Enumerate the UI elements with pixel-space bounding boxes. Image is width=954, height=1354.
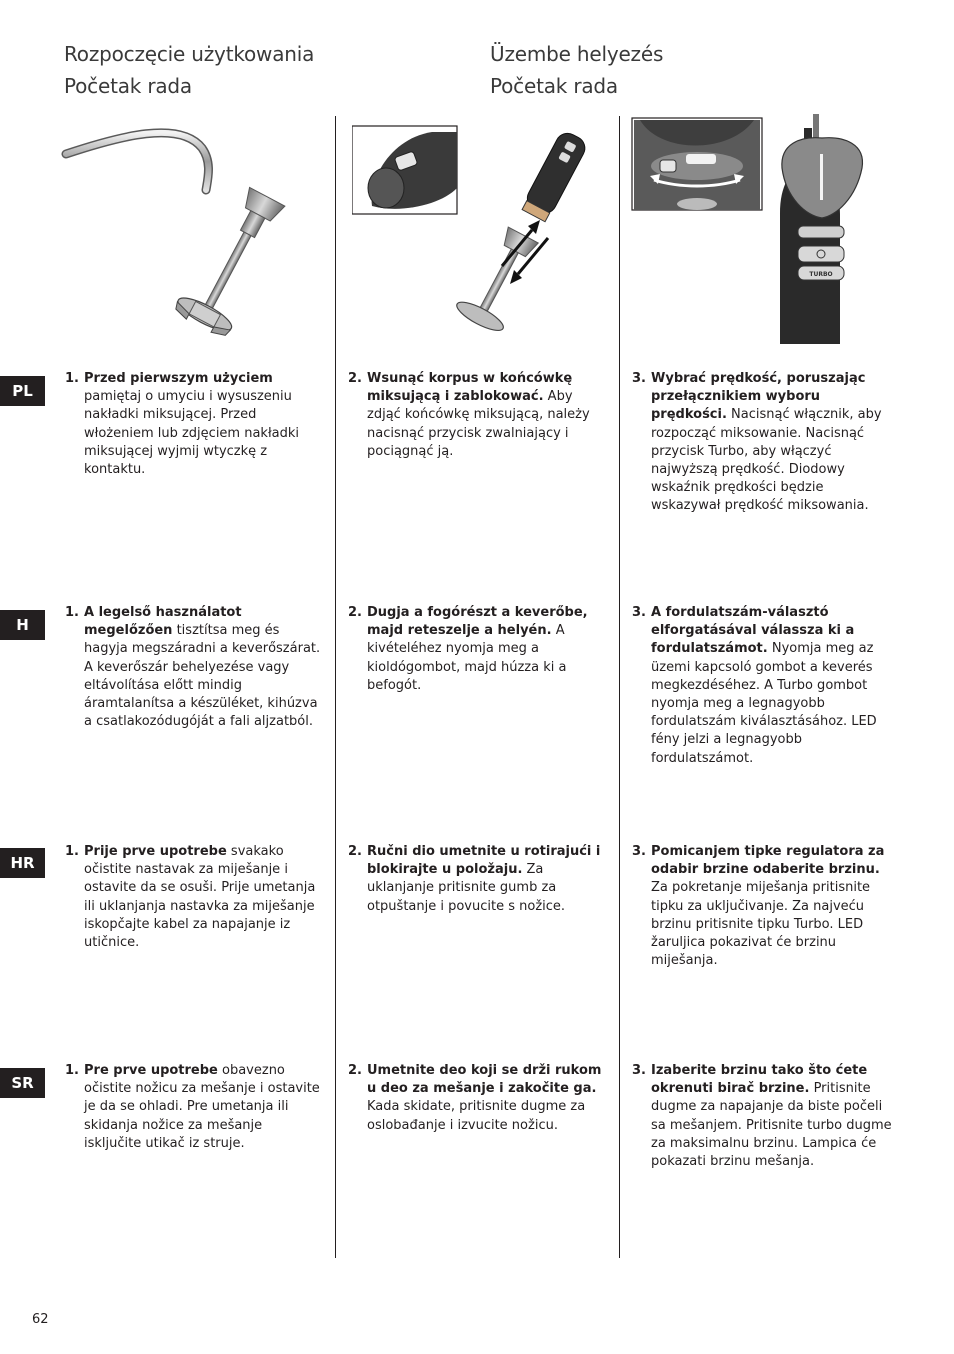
title-croatian-left: Početak rada bbox=[64, 74, 192, 98]
page-number: 62 bbox=[32, 1312, 49, 1327]
title-serbian-right: Početak rada bbox=[490, 74, 618, 98]
step-sr-1: 1. Pre prve upotrebe obavezno očistite nožicu za mešanje i ostavite je da se ohladi. Pre umetanja ili skidanja nožice za mešanje isključite utikač iz struje. bbox=[65, 1063, 320, 1151]
blender-shaft-illustration bbox=[60, 118, 330, 343]
language-tab-h: H bbox=[0, 610, 45, 640]
step-pl-3: 3. Wybrać prędkość, poruszając przełącznikiem wyboru prędkości. Nacisnąć włącznik, aby rozpocząć miksowanie. Nacisnąć przycisk Turbo, aby włączyć najwyższą prędkość. Diodowy wskaźnik prędkości będzie wskazywał prędkość miksowania. bbox=[632, 371, 882, 514]
step-hr-1: 1. Prije prve upotrebe svakako očistite nastavak za miješanje i ostavite da se osuši. Prije umetanja ili uklanjanja nastavka za miješanje iskopčajte kabel za napajanje iz utičnice. bbox=[65, 844, 316, 951]
title-hungarian: Üzembe helyezés bbox=[490, 42, 664, 66]
step-sr-3: 3. Izaberite brzinu tako što ćete okrenuti birač brzine. Pritisnite dugme za napajanje da biste počeli sa mešanjem. Pritisnite turbo dugme za maksimalnu brzinu. Lampica će pokazati brzinu mešanja. bbox=[632, 1063, 892, 1170]
turbo-button-label: TURBO bbox=[809, 271, 833, 278]
step-h-2: 2. Dugja a fogórészt a keverőbe, majd reteszelje a helyén. A kivételéhez nyomja meg a kioldógombot, majd húzza ki a befogót. bbox=[348, 605, 588, 693]
attach-handle-illustration bbox=[352, 118, 602, 343]
column-divider-2 bbox=[619, 116, 620, 1258]
language-tab-sr: SR bbox=[0, 1068, 45, 1098]
step-sr-2: 2. Umetnite deo koji se drži rukom u deo za mešanje i zakočite ga. Kada skidate, pritisnite dugme za oslobađanje i izvucite nožicu. bbox=[348, 1063, 602, 1133]
column-divider-1 bbox=[335, 116, 336, 1258]
speed-selector-illustration bbox=[630, 114, 870, 344]
language-tab-hr: HR bbox=[0, 848, 45, 878]
step-hr-2: 2. Ručni dio umetnite u rotirajući i blokirajte u položaju. Za uklanjanje pritisnite gumb za otpuštanje i povucite s nožice. bbox=[348, 844, 601, 914]
step-pl-1: 1. Przed pierwszym użyciem pamiętaj o umyciu i wysuszeniu nakładki miksującej. Przed włożeniem lub zdjęciem nakładki miksującej wyjmij wtyczkę z kontaktu. bbox=[65, 371, 300, 478]
language-tab-pl: PL bbox=[0, 376, 45, 406]
step-h-3: 3. A fordulatszám-választó elforgatásával válassza ki a fordulatszámot. Nyomja meg az üzemi kapcsoló gombot a keverés megkezdéséhez. A Turbo gombot nyomja meg a legnagyobb fordulatszám kiválasztásához. LED fény jelzi a legnagyobb fordulatszámot. bbox=[632, 605, 877, 766]
title-polish: Rozpoczęcie użytkowania bbox=[64, 42, 315, 66]
step-pl-2: 2. Wsunąć korpus w końcówkę miksującą i zablokować. Aby zdjąć końcówkę miksującą, należy nacisnąć przycisk zwalniający i pociągnąć ją. bbox=[348, 371, 590, 459]
step-h-1: 1. A legelső használatot megelőzően tisztítsa meg és hagyja megszáradni a keverőszárat. A keverőszár behelyezése vagy eltávolítása előtt mindig áramtalanítsa a készüléket, kihúzva a csatlakozódugóját a fali aljzatból. bbox=[65, 605, 321, 730]
step-hr-3: 3. Pomicanjem tipke regulatora za odabir brzine odaberite brzinu. Za pokretanje miješanja pritisnite tipku za uključivanje. Za najveću brzinu pritisnite tipku Turbo. LED žaruljica pokazivat će brzinu miješanja. bbox=[632, 844, 885, 969]
